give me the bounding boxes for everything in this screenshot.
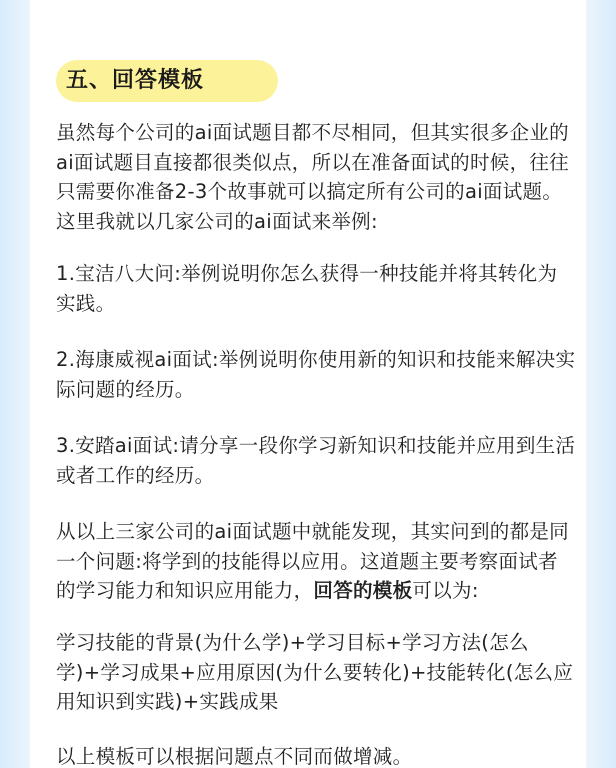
analysis-paragraph [56, 517, 576, 606]
intro-paragraph: 虽然每个公司的ai面试题目都不尽相同，但其实很多企业的ai面试题目直接都很类似点，所以在准备面试的时候，往往只需要你准备2-3个故事就可以搞定所有公司的ai面试题。这里我就以几家公司的ai面试来举例: [56, 121, 569, 233]
template-paragraph: 学习技能的背景(为什么学)+学习目标+学习方法(怎么学)+学习成果+应用原因(为什么要转化)+技能转化(怎么应用知识到实践)+实践成果 [56, 631, 574, 713]
example-2: 2.海康威视ai面试:举例说明你使用新的知识和技能来解决实际问题的经历。 [56, 348, 576, 401]
closing-paragraph: 以上模板可以根据问题点不同而做增减。 [56, 745, 413, 768]
analysis-bold-term: 回答的模板 [313, 579, 413, 602]
analysis-text-end: 可以为: [412, 579, 479, 602]
example-3: 3.安踏ai面试:请分享一段你学习新知识和技能并应用到生活或者工作的经历。 [56, 434, 576, 487]
section-heading: 五、回答模板 [66, 68, 205, 93]
analysis-text-start: 从以上三家公司的ai面试题中就能发现，其实问到的都是同一个问题:将学到的技能得以应用。这道题主要考察面试者的学习能力和知识应用能力， [56, 520, 569, 602]
example-1: 1.宝洁八大问:举例说明你怎么获得一种技能并将其转化为实践。 [56, 262, 558, 315]
